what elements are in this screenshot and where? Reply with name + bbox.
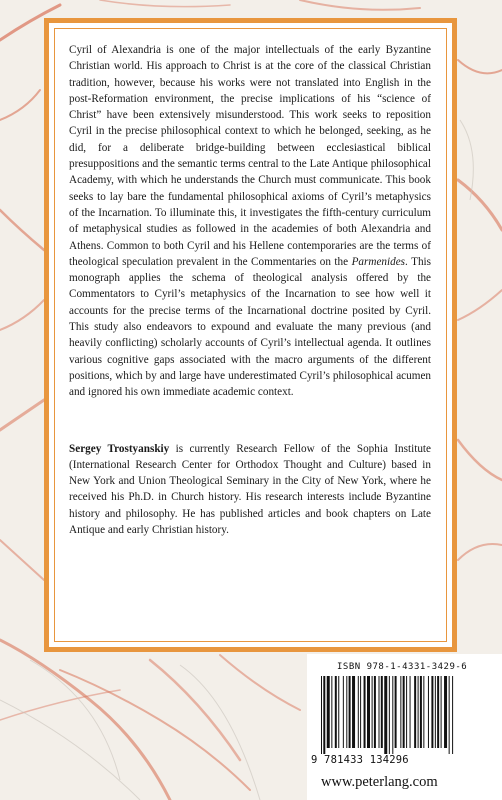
barcode-digits: 9 781433 134296 bbox=[311, 754, 409, 766]
publisher-url: www.peterlang.com bbox=[321, 774, 438, 790]
author-bio bbox=[69, 441, 431, 539]
parmenides-title: Parmenides bbox=[351, 255, 406, 268]
description-intro: Cyril of Alexandria is one of the major intellectuals of the early Byzantine Christian world. His approach to Christ is at the core of the classical Christian tradition, however, because his works were not translated into English in the post-Reformation environment, the precise implications of his “science of Christ” have been extensively misunderstood. This work seeks to reposition Cyril in the precise philosophical context to which he belonged, seeking, as he did, for a deliberate bridge-building between ecclesiastical biblical presuppositions and the semantic terms central to the Late Antique philosophical Academy, with which he understands the Church must communicate. This book seeks to lay bare the fundamental philosophical axioms of Cyril’s metaphysics of the Incarnation. To illuminate this, it investigates the fifth-century curriculum of metaphysical studies as followed in the academies of both Alexandria and Athens. Common to both Cyril and his Hellene contemporaries are the terms of theological speculation prevalent in the Commentaries on the bbox=[69, 44, 431, 268]
barcode-area bbox=[307, 654, 502, 800]
back-cover-text bbox=[69, 42, 431, 538]
book-description bbox=[69, 42, 431, 401]
isbn-label: ISBN 978-1-4331-3429-6 bbox=[337, 662, 468, 672]
description-rest: . This monograph applies the schema of theological analysis offered by the Commentators to Cyril’s metaphysics of the Incarnation to see how well it accounts for the precise terms of the Incarnational doctrine posited by Cyril. This study also endeavors to expound and evaluate the many previous (and heavily conflicting) scholarly accounts of Cyril’s intellectual agenda. It outlines various cognitive gaps associated with the macro arguments of the different positions, which by and large have underestimated Cyril’s philosophical acumen and ignored his own immediate academic context. bbox=[69, 255, 432, 399]
description-panel bbox=[44, 18, 457, 652]
author-bio-text: is currently Research Fellow of the Sophia Institute (International Research Center for Orthodox Thought and Culture) based in New York and Union Theological Seminary in the City of New York, where he received his Ph.D. in Church history. His research interests include Byzantine history and philosophy. He has published articles and book chapters on Late Antique and early Christian history. bbox=[69, 442, 431, 537]
author-name: Sergey Trostyanskiy bbox=[69, 442, 170, 455]
